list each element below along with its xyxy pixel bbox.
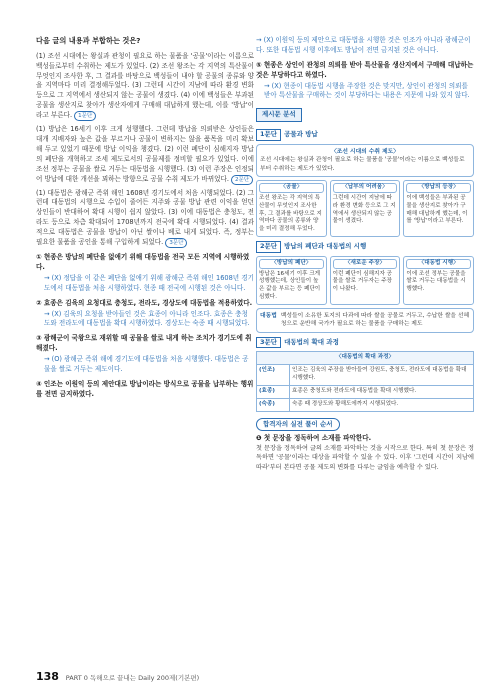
section-1-cells — [256, 180, 474, 237]
table-row: (효종) 효종은 충청도와 전라도에 대동법을 확대 시행했다. — [257, 385, 474, 398]
choice-3-explanation: → (O) 광해군 즉위 해에 경기도에 대동법을 처음 시행했다. 대동법은 공물을 쌀로 거두는 제도이다. — [44, 355, 249, 373]
section-tag: 1문단 — [256, 129, 281, 141]
table-row: (인조) 인조는 김육의 주장을 받아들여 강원도, 충청도, 전라도에 대동법을 확대 시행했다. — [257, 365, 474, 386]
step-1-text: 첫 문장을 정독하여 글의 소재를 파악하는 것을 시작으로 한다. 특히 첫 문장은 정독하면 '공물'이라는 대상을 파악할 수 있을 수 있다. 이후 '그런데 시간이 지남에 따라'부터 본다면 공물 제도의 변화를 다루는 글임을 예측할 수 있다. — [256, 445, 474, 471]
cell: 〈납부의 어려움〉 그런데 시간이 지남에 따라 환경 변화 등으로 그 지역에서 생산되지 않는 공물이 생겼다. — [330, 180, 401, 237]
section-tag: 3문단 — [256, 337, 281, 349]
choice-4: ④ 인조는 이원익 등의 제안대로 방납이라는 방식으로 공물을 납부하는 행위를 전면 금지하였다. — [36, 379, 254, 398]
section-1-box — [256, 144, 474, 177]
choice-2: ② 효종은 김육의 요청대로 충청도, 전라도, 경상도에 대동법을 적용하였다. — [36, 298, 253, 307]
table-row: (숙종) 숙종 때 경상도와 황해도에까지 시행되었다. — [257, 398, 474, 411]
cell: 〈방납의 등장〉 이에 백성들은 부과된 공물을 생산지로 찾아가 구매해 대납하게 했는데, 이를 '방납'이라고 부른다. — [403, 180, 474, 237]
paragraph-3: (1) 대동법은 광해군 즉위 해인 1608년 경기도에서 처음 시행되었다. (2) 그런데 대동법의 시행으로 수입이 줄어든 지주와 공물 방납 관련 이익을 얻던 상인들이 반대하여 확대 시행이 쉽지 않았다. (3) 이에 대동법은 충청도, 전라도 등으로 차츰 확대되어 1708년까지 전국에 확대 시행되었다. (4) 결과적으로 대동법은 공물을 방납이 아닌 쌀이나 베로 내게 되었다. 즉, 정부는 필요한 물품을 공인을 통해 구입하게 되었다. 3문단 — [36, 188, 254, 247]
choice-1-explanation: → (X) 정답을 이 같은 폐단을 없애기 위해 광해군 즉위 해인 1608년 경기도에서 대동법을 처음 시행하였다. 현종 때 전국에 시행된 것은 아니다. — [44, 273, 254, 292]
page-footer — [36, 670, 199, 683]
paragraph-badge: 2문단 — [231, 175, 253, 185]
box-title: 〈조선 시대의 수취 제도〉 — [330, 148, 400, 155]
cell: 〈새로운 주장〉 이런 폐단이 심해지자 공물을 쌀로 거두자는 주장이 나왔다. — [330, 256, 401, 305]
right-column — [256, 36, 474, 476]
paragraph-1: (1) 조선 시대에는 왕실과 관청이 필요로 하는 물품을 '공물'이라는 이름으로 백성들로부터 수취하는 제도가 있었다. (2) 조선 왕조는 각 지역의 특산물이 무엇인지 조사한 후, 그 결과를 바탕으로 백성들이 내야 할 공물의 종류와 양을 지역마다 미리 결정해두었다. (3) 그런데 시간이 지남에 따라 환경 변화 등으로 그 지역에서 생산되지 않는 공물이 생겼다. (4) 이에 백성들은 부과된 공물을 생산지로 찾아가 생산자에게 구매해 대납하게 했는데, 이를 '방납'이라고 부른다. 1문단 — [36, 51, 254, 120]
choice-3: ③ 광해군이 국왕으로 재위할 때 공물을 쌀로 내게 하는 조치가 경기도에 취해졌다. — [36, 334, 252, 353]
analysis-section-title: 제시문 분석 — [256, 108, 302, 122]
section-3-heading: 3문단 대동법의 확대 과정 — [256, 337, 474, 349]
section-2-heading: 2문단 방납의 폐단과 대동법의 시행 — [256, 241, 474, 253]
paragraph-2: (1) 방납은 16세기 이후 크게 성행했다. 그런데 방납을 의뢰받은 상인들은 대개 지배자와 높은 값을 부르거나 공물이 변하지는 않을 품목을 미리 확보해 두고 있었기 때문에 방납 이익을 챙겼다. (2) 이런 폐단이 심해지자 방납의 폐단을 개혁하고 조세 제도로서의 공물제를 정비할 필요가 있었다. 이에 조선 정부는 공물을 쌀로 거두는 대동법을 시행했다. (3) 이런 주장은 인정되어 방납에 대한 개선을 꾀하는 방향으로 공물 수취 제도가 바뀌었다. 2문단 — [36, 125, 254, 183]
box-text: 조선 시대에는 왕실과 관청이 필요로 하는 물품을 '공물'이라는 이름으로 백성들로부터 수취하는 제도가 있었다. — [260, 157, 465, 172]
page-number: 138 — [36, 670, 59, 683]
paragraph-badge: 3문단 — [165, 238, 187, 248]
choice-2-explanation: → (X) 김육의 요청을 받아들인 것은 효종이 아니라 인조다. 효종은 충청도와 전라도에 대동법을 확대 시행하였다. 경상도는 숙종 때 시행되었다. — [44, 309, 250, 328]
solving-order-title: 합격자의 실전 풀이 순서 — [256, 418, 340, 432]
section-2-note: 대동법 백성들이 소유한 토지의 다과에 따라 쌀을 공물로 거두고, 수납한 쌀을 선혜청으로 운반해 국가가 필요로 하는 물품을 구매하는 제도 — [256, 308, 474, 333]
step-1-title: ❶ 첫 문장을 정독하여 소재를 파악한다. — [256, 434, 372, 443]
section-2-cells — [256, 256, 474, 305]
section-1-heading: 1문단 공물과 방납 — [256, 129, 474, 141]
left-column — [36, 36, 254, 401]
cell: 〈공물〉 조선 왕조는 각 지역의 특산물이 무엇인지 조사한 후, 그 결과를 바탕으로 지역마다 공물의 종류와 양을 미리 결정해 두었다. — [256, 180, 327, 237]
book-title: PART 0 독해으로 끝내는 Daily 200제(기본편) — [65, 674, 200, 682]
cell: 〈방납의 폐단〉 방납은 16세기 이후 크게 성행했는데, 상인들이 높은 값을 부르는 등 폐단이 심했다. — [256, 256, 327, 305]
paragraph-badge: 1문단 — [74, 111, 96, 121]
question-title: 다음 글의 내용과 부합하는 것은? — [36, 36, 141, 45]
choice-5-explanation: → (X) 현종이 대동법 시행을 주장한 것은 맞지만, 상인이 관청의 의뢰를 받아 특산물을 구매하는 것이 부당하다는 내용은 지문에 나와 있지 않다. — [264, 81, 470, 100]
choice-4-explanation: → (X) 이원익 등의 제안으로 대동법을 시행한 것은 인조가 아니라 광해군이다. 또한 대동법 시행 이후에도 방납이 전면 금지된 것은 아니다. — [256, 36, 471, 54]
choice-5: ⑤ 현종은 상인이 관청의 의뢰를 받아 특산물을 생산지에서 구매해 대납하는 것은 부당하다고 하였다. — [256, 60, 474, 79]
choice-1: ① 현종은 방납의 폐단을 없애기 위해 대동법을 전국 모든 지역에 시행하였다. — [36, 253, 250, 271]
section-3-table: 〈대동법의 확대 과정〉 (인조) 인조는 김육의 주장을 받아들여 강원도, 충청도, 전라도에 대동법을 확대 시행했다. (효종) 효종은 충청도와 전라도에 대동법을 확대 시행했다. (숙종) 숙종 때 경상도와 황해도에까지 시행되었다. — [256, 351, 474, 411]
section-tag: 2문단 — [256, 241, 281, 253]
cell: 〈대동법 시행〉 이에 조선 정부는 공물을 쌀로 거두는 대동법을 시행했다. — [403, 256, 474, 305]
